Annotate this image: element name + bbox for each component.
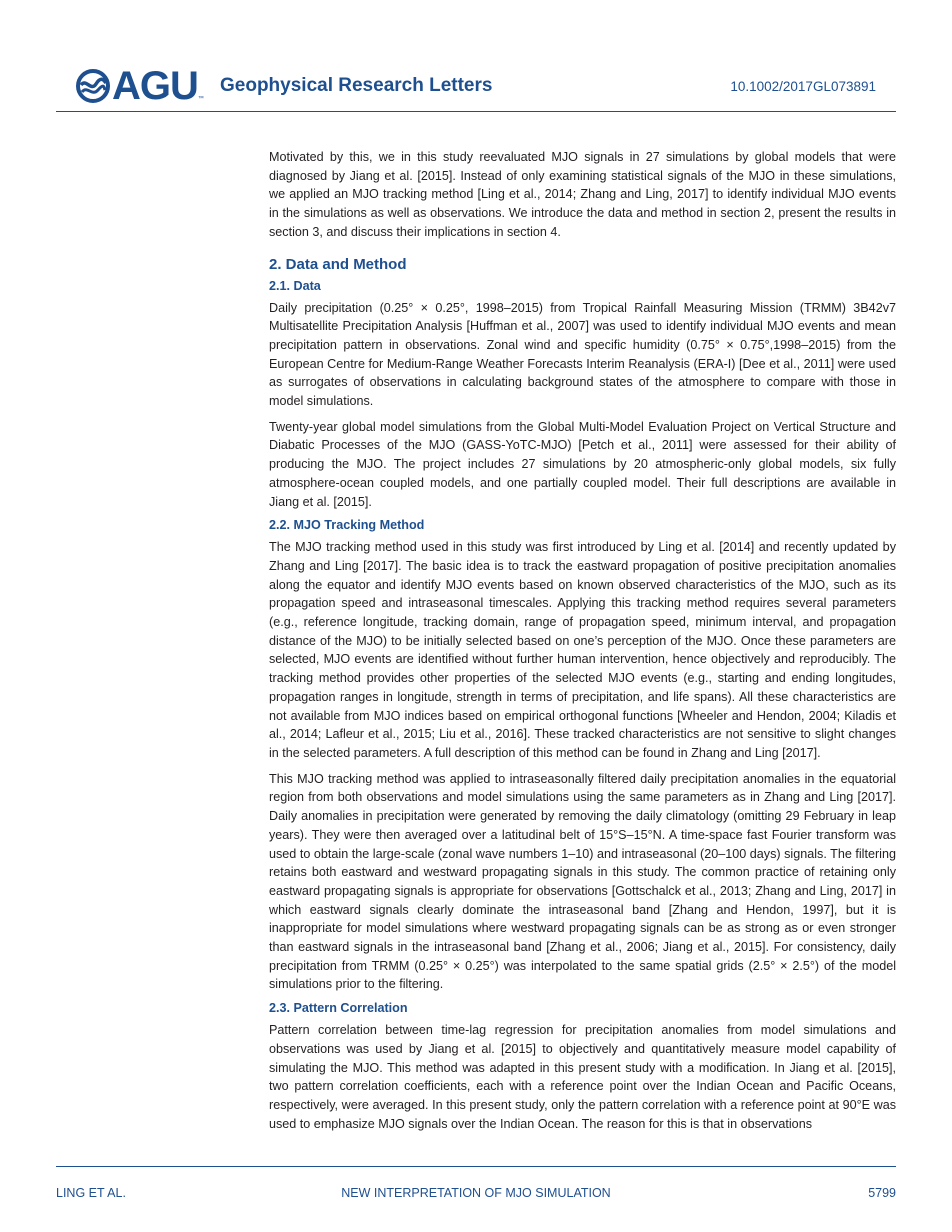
subsection-heading-data: 2.1. Data (269, 278, 321, 293)
page-number: 5799 (868, 1186, 896, 1200)
article-doi[interactable]: 10.1002/2017GL073891 (730, 79, 876, 94)
logo-wordmark: AGU (112, 64, 198, 108)
intro-paragraph: Motivated by this, we in this study reevaluated MJO signals in 27 simulations by global models that were diagnosed by Jiang et al. [2015]. Instead of only examining statistical signals of the MJO in these simulations, we applied an MJO tracking method [Ling et al., 2014; Zhang and Ling, 2017] to identify individual MJO events in the simulations as well as observations. We introduce the data and method in section 2, present the results in section 3, and discuss their implications in section 4. (269, 150, 896, 239)
footer-divider (56, 1166, 896, 1167)
footer-running-title: NEW INTERPRETATION OF MJO SIMULATION (341, 1186, 611, 1200)
section-heading: 2. Data and Method (269, 255, 407, 273)
tracking-paragraph-1: The MJO tracking method used in this study was first introduced by Ling et al. [2014] and recently updated by Zhang and Ling [2017]. The basic idea is to track the eastward propagation of positive precipitation anomalies along the equator and identify MJO events based on known observed characteristics of the MJO, such as its propagation speed and intraseasonal timescales. Applying this tracking method requires several parameters (e.g., reference longitude, tracking domain, range of propagation speed, minimum interval, and propagation distance of the MJO) to be initially selected based on one’s perception of the MJO. Once these parameters are selected, MJO events are identified without further human intervention, hence objectively and reproducibly. The tracking method provides other properties of the selected MJO events (e.g., starting and ending longitudes, propagation ranges in longitude, strength in terms of precipitation, and life spans). All these characteristics are not available from MJO indices based on empirical orthogonal functions [Wheeler and Hendon, 2004; Kiladis et al., 2014; Lafleur et al., 2015; Liu et al., 2016]. These tracked characteristics are not sensitive to slight changes in the selected parameters. A full description of this method can be found in Zhang and Ling [2017]. (269, 540, 896, 760)
subsection-heading-tracking: 2.2. MJO Tracking Method (269, 518, 425, 533)
subsection-heading-correlation: 2.3. Pattern Correlation (269, 1001, 408, 1016)
data-paragraph-2: Twenty-year global model simulations from the Global Multi-Model Evaluation Project on Vertical Structure and Diabatic Processes of the MJO (GASS-YoTC-MJO) [Petch et al., 2011] were assessed for their ability of producing the MJO. The project includes 27 simulations by 20 atmospheric-only global models, six fully atmosphere-ocean coupled models, and one partially coupled model. Their full descriptions are available in Jiang et al. [2015]. (269, 419, 896, 509)
trademark-mark: ™ (197, 96, 204, 102)
tracking-paragraph-2: This MJO tracking method was applied to intraseasonally filtered daily precipitation anomalies in the equatorial region from both observations and model simulations using the same parameters as in Zhang and Ling [2017]. Daily anomalies in precipitation were generated by removing the daily climatology (omitting 29 February in leap years). They were then averaged over a latitudinal belt of 15°S–15°N. A time-space fast Fourier transform was used to obtain the large-scale (zonal wave numbers 1–10) and intraseasonal (20–100 days) signals. The filtering retains both eastward and westward propagating signals in this study. The common practice of retaining only eastward propagating signals is appropriate for observations [Gottschalck et al., 2013; Zhang and Ling, 2017] in which eastward signals clearly dominate the intraseasonal band [Zhang and Hendon, 1997], but it is inappropriate for model simulations where westward propagating signals can be as strong as or even stronger than eastward signals in the intraseasonal band [Zhang et al., 2006; Jiang et al., 2015]. For consistency, daily precipitation from TRMM (0.25° × 0.25°) was interpolated to the same spatial grids (2.5° × 2.5°) of the model simulations prior to the filtering. (269, 771, 896, 992)
journal-header (56, 64, 896, 112)
journal-title: Geophysical Research Letters (220, 75, 493, 96)
data-paragraph-1: Daily precipitation (0.25° × 0.25°, 1998–2015) from Tropical Rainfall Measuring Mission (TRMM) 3B42v7 Multisatellite Precipitation Analysis [Huffman et al., 2007] was used to identify individual MJO events and mean precipitation pattern in observations. Zonal wind and specific humidity (0.75° × 0.75°,1998–2015) from the European Centre for Medium-Range Weather Forecasts Interim Reanalysis (ERA-I) [Dee et al., 2011] were used as surrogates of observations in calculating background states of the atmosphere to compare with those in model simulations. (269, 300, 896, 409)
footer-authors: LING ET AL. (56, 1186, 126, 1200)
agu-globe-icon (76, 69, 110, 103)
correlation-paragraph: Pattern correlation between time-lag regression for precipitation anomalies from model simulations and observations was used by Jiang et al. [2015] to objectively and quantitatively measure model capability of simulating the MJO. This method was adapted in this present study with a modification. In Jiang et al. [2015], two pattern correlation coefficients, each with a reference point over the Indian Ocean and Pacific Oceans, respectively, were averaged. In this present study, only the pattern correlation with a reference point at 90°E was used to emphasize MJO signals over the Indian Ocean. The reason for this is that in observations (269, 1023, 896, 1131)
header-divider (56, 111, 896, 112)
agu-logo (76, 66, 204, 106)
article-body (269, 148, 896, 1140)
